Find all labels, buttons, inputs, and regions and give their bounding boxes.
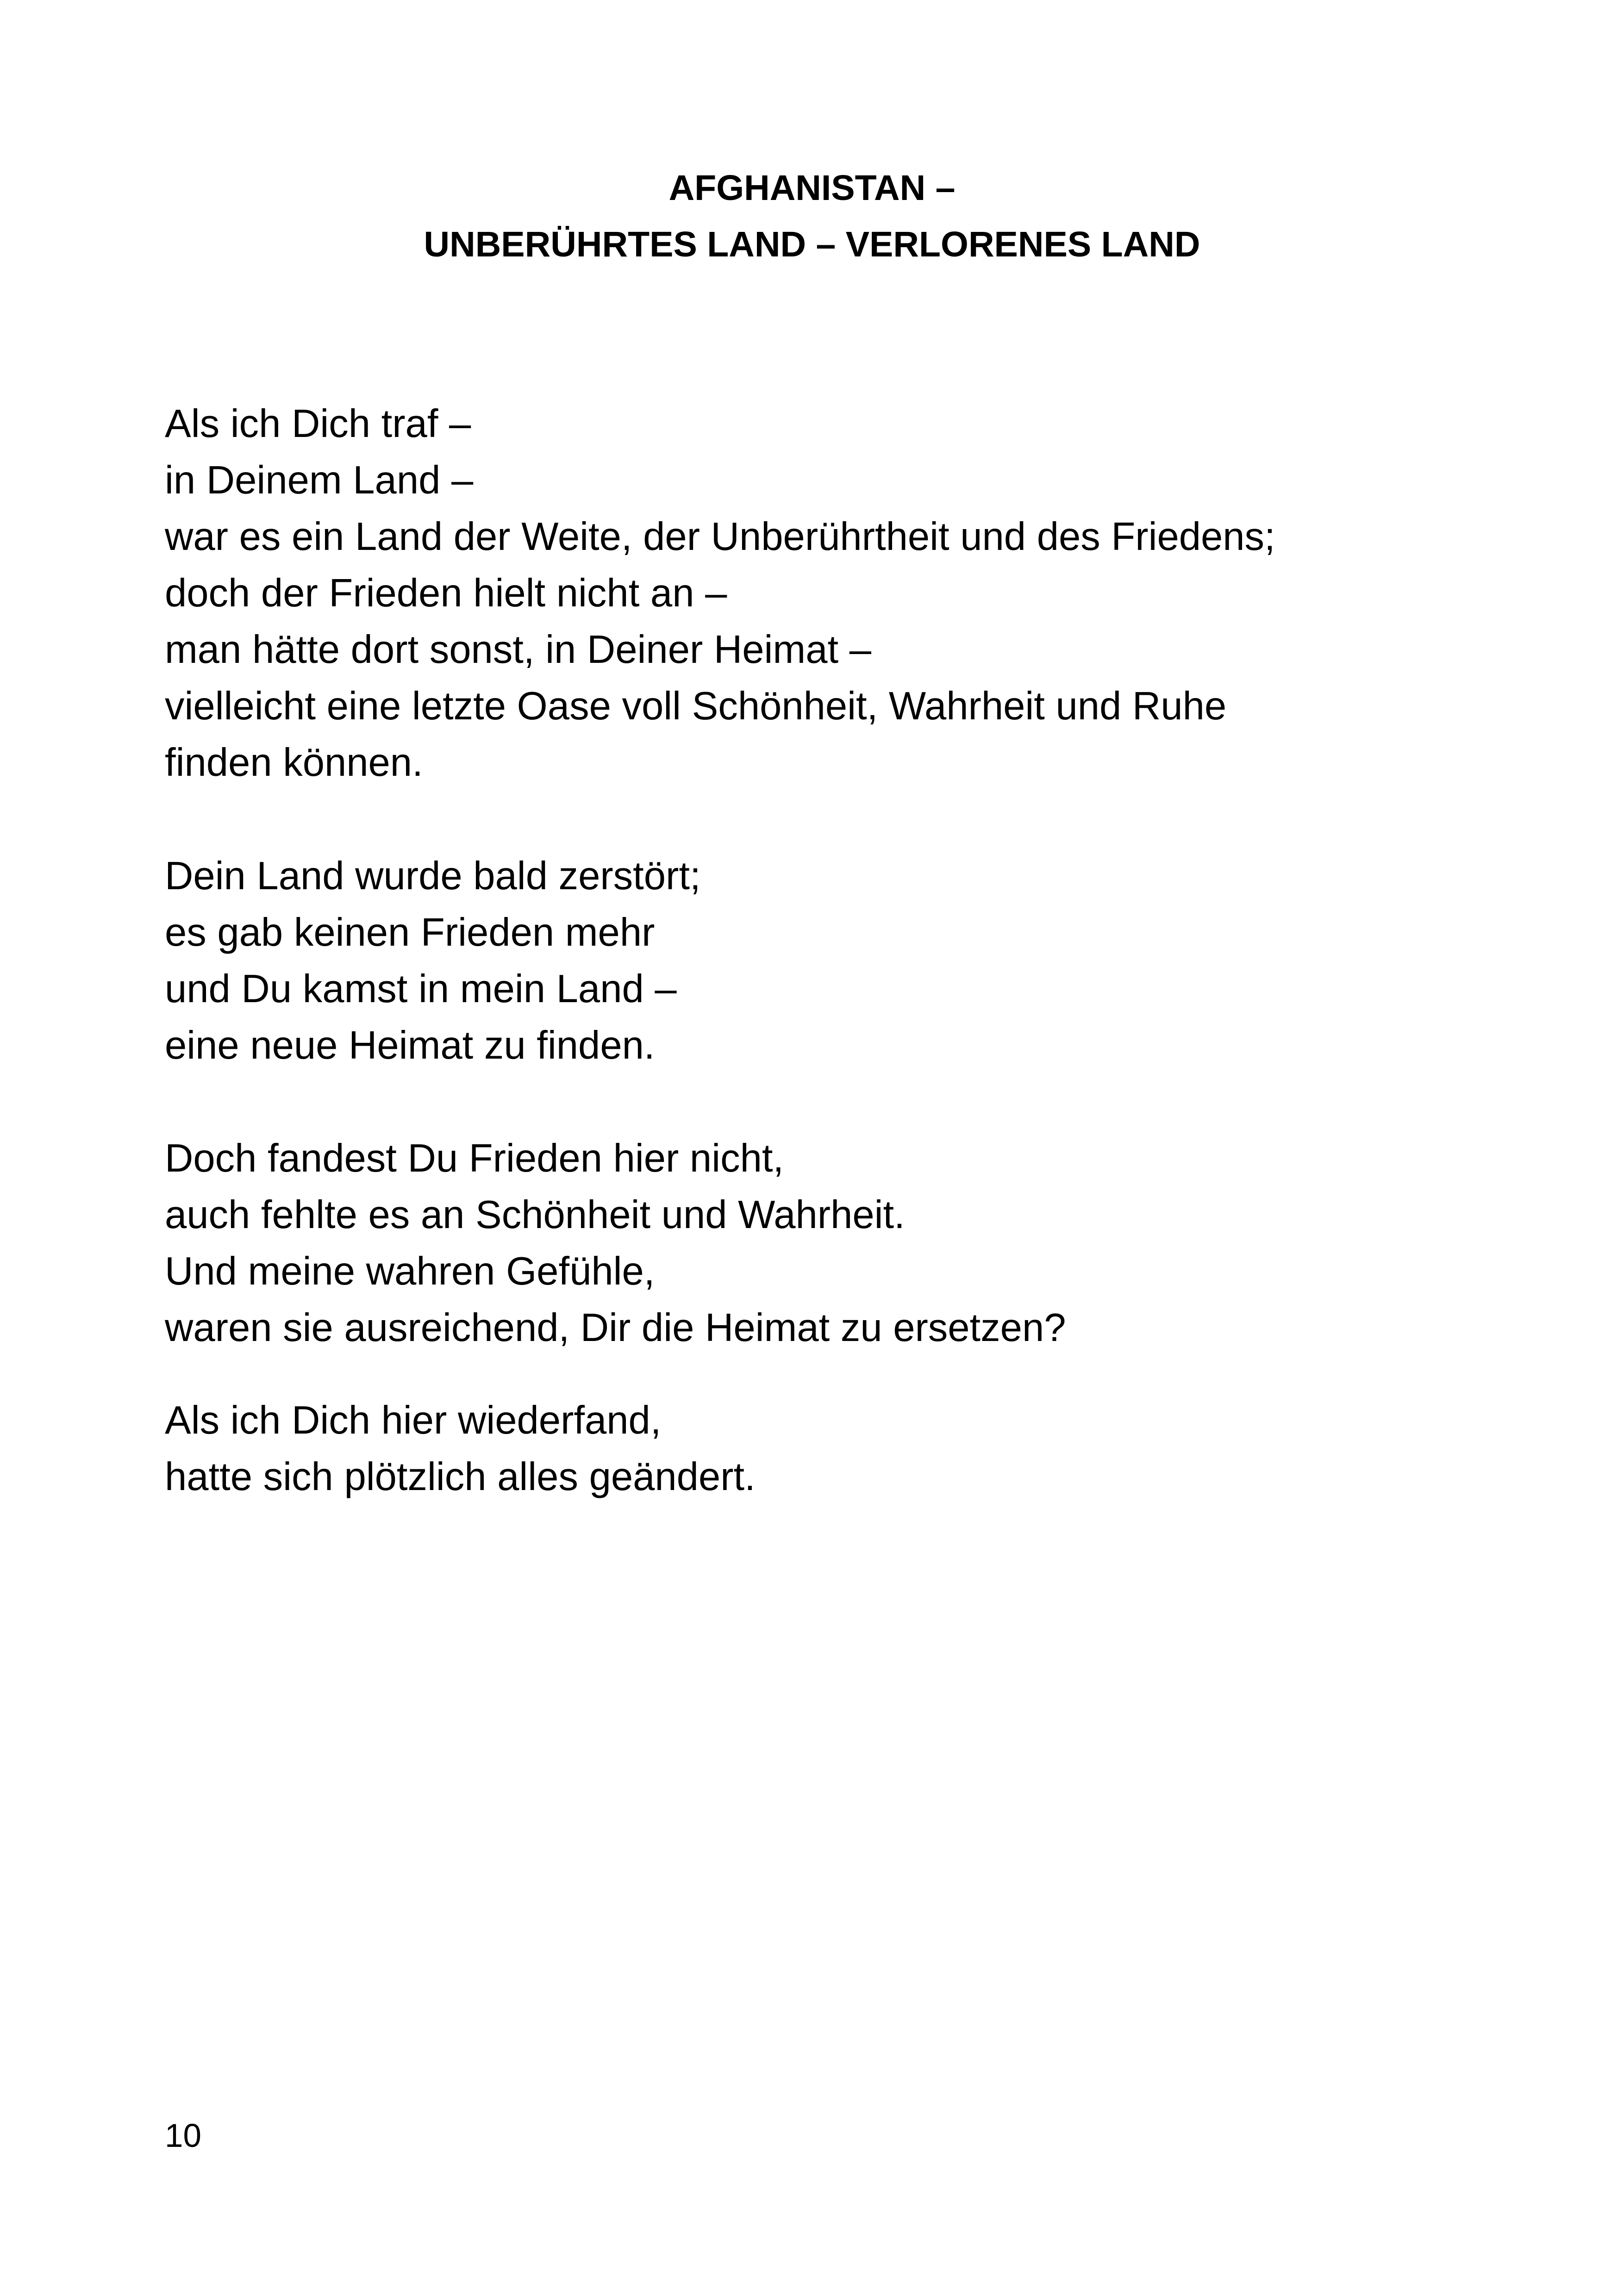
title-line-1: AFGHANISTAN –	[668, 168, 956, 208]
stanza-4	[165, 1392, 756, 1505]
stanza-1	[165, 396, 1275, 791]
verse-line: Doch fandest Du Frieden hier nicht,	[165, 1136, 784, 1180]
stanza-2	[165, 848, 701, 1074]
verse-line: Als ich Dich traf –	[165, 402, 471, 446]
verse-line: hatte sich plötzlich alles geändert.	[165, 1455, 756, 1499]
poem-title	[0, 160, 1624, 273]
verse-line: doch der Frieden hielt nicht an –	[165, 571, 727, 615]
verse-line: auch fehlte es an Schönheit und Wahrheit.	[165, 1193, 905, 1237]
verse-line: Und meine wahren Gefühle,	[165, 1249, 655, 1293]
page-number: 10	[165, 2118, 201, 2154]
stanza-3	[165, 1130, 1066, 1356]
verse-line: eine neue Heimat zu finden.	[165, 1023, 655, 1067]
verse-line: in Deinem Land –	[165, 458, 474, 502]
verse-line: waren sie ausreichend, Dir die Heimat zu ersetzen?	[165, 1306, 1066, 1350]
verse-line: Dein Land wurde bald zerstört;	[165, 854, 701, 898]
title-line-2: UNBERÜHRTES LAND – VERLORENES LAND	[424, 225, 1200, 264]
verse-line: vielleicht eine letzte Oase voll Schönheit, Wahrheit und Ruhe	[165, 684, 1227, 728]
verse-line: war es ein Land der Weite, der Unberührtheit und des Friedens;	[165, 515, 1275, 559]
verse-line: finden können.	[165, 741, 423, 785]
verse-line: und Du kamst in mein Land –	[165, 967, 677, 1011]
verse-line: man hätte dort sonst, in Deiner Heimat –	[165, 628, 872, 672]
verse-line: Als ich Dich hier wiederfand,	[165, 1398, 662, 1442]
verse-line: es gab keinen Frieden mehr	[165, 911, 655, 954]
